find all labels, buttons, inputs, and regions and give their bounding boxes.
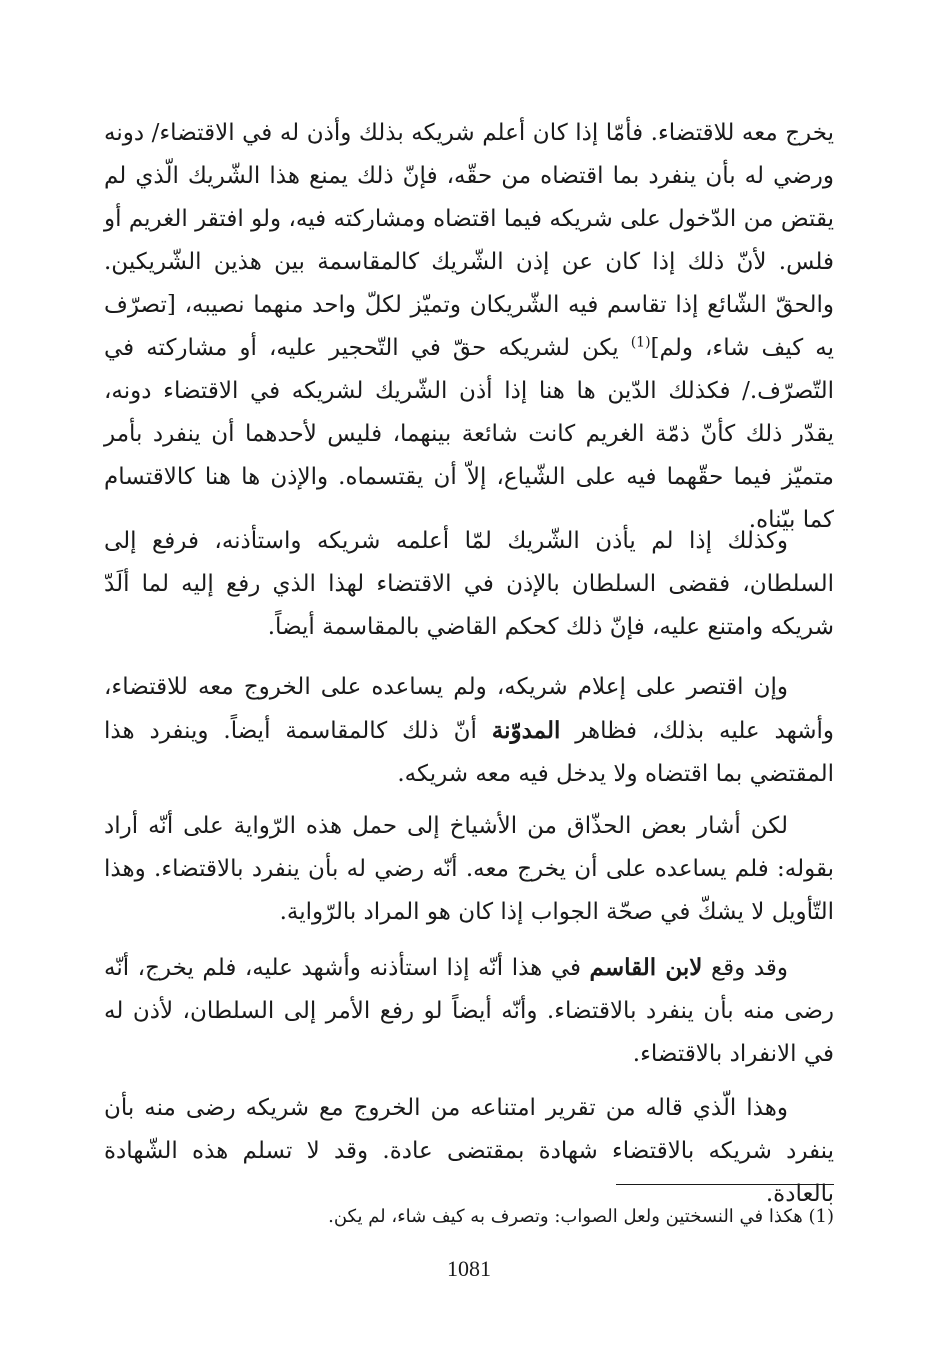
paragraph-1-text-after: يكن لشريكه حقّ في التّحجير عليه، أو مشاركته في التّصرّف./ فكذلك الدّين ها هنا إذا أذن الشّريك لشريكه في الاقتضاء دونه، يقدّر ذلك كأنّ ذمّة الغريم كانت شائعة بينهما، فليس لأحدهما أن ينفرد بأمر متميّز فيما حقّهما فيه على الشّياع، إلاّ أن يقتسماه. والإذن ها هنا كالاقتسام كما بيّناه. — [104, 335, 834, 533]
paragraph-5-text-after: في هذا أنّه إذا استأذنه وأشهد عليه، فلم يخرج، أنّه رضى منه بأن ينفرد بالاقتضاء. وأنّه أيضاً لو رفع الأمر إلى السلطان، لأذن له في الانفراد بالاقتضاء. — [104, 955, 834, 1067]
paragraph-1-text-before: يخرج معه للاقتضاء. فأمّا إذا كان أعلم شريكه بذلك وأذن له في الاقتضاء/ دونه ورضي له بأن ينفرد بما اقتضاه من حقّه، فإنّ ذلك يمنع هذا الشّريك الّذي لم يقتض من الدّخول على شريكه فيما اقتضاه ومشاركته فيه، ولو افتقر الغريم أو فلس. لأنّ ذلك إذا كان عن إذن الشّريك كالمقاسمة بين هذين الشّريكين. والحقّ الشّائع إذا تقاسم فيه الشّريكان وتميّز لكلّ واحد منهما نصيبه، [تصرّف يه كيف شاء، ولم] — [104, 120, 834, 361]
paragraph-5 — [104, 946, 834, 1076]
paragraph-2 — [104, 520, 834, 649]
author-name-ibn-al-qasim: لابن القاسم — [589, 954, 703, 981]
paragraph-6 — [104, 1087, 834, 1216]
paragraph-4 — [104, 805, 834, 934]
paragraph-3-text-after: أنّ ذلك كالمقاسمة أيضاً. وينفرد هذا المقتضي بما اقتضاه ولا يدخل فيه معه شريكه. — [104, 718, 834, 787]
source-title-mudawwana: المدوّنة — [491, 717, 561, 744]
footnote — [250, 1203, 834, 1231]
paragraph-3 — [104, 666, 834, 796]
footnote-text: هكذا في النسختين ولعل الصواب: وتصرف به كيف شاء، لم يكن. — [328, 1206, 803, 1227]
paragraph-1 — [104, 112, 834, 542]
paragraph-5-text-before: وقد وقع — [702, 955, 788, 981]
page-number: 1081 — [447, 1256, 491, 1281]
footnote-divider — [616, 1184, 834, 1185]
footnote-reference: (1) — [630, 334, 651, 351]
paragraph-6-text: وهذا الّذي قاله من تقرير امتناعه من الخروج مع شريكه رضى منه بأن ينفرد شريكه بالاقتضاء شهادة بمقتضى عادة. وقد لا تسلم هذه الشّهادة بالعادة. — [104, 1095, 834, 1207]
footnote-number: (1) — [808, 1206, 834, 1227]
paragraph-4-text: لكن أشار بعض الحذّاق من الأشياخ إلى حمل هذه الرّواية على أنّه أراد بقوله: فلم يساعده على أن يخرج معه. أنّه رضي له بأن ينفرد بالاقتضاء. وهذا التّأويل لا يشكّ في صحّة الجواب إذا كان هو المراد بالرّواية. — [104, 813, 834, 925]
paragraph-2-text: وكذلك إذا لم يأذن الشّريك لمّا أعلمه شريكه واستأذنه، فرفع إلى السلطان، فقضى السلطان بالإذن في الاقتضاء لهذا الذي رفع إليه لما ألَدّ شريكه وامتنع عليه، فإنّ ذلك كحكم القاضي بالمقاسمة أيضاً. — [104, 528, 834, 640]
paragraph-3-text-before: وإن اقتصر على إعلام شريكه، ولم يساعده على الخروج معه للاقتضاء، وأشهد عليه بذلك، فظاهر — [104, 674, 834, 744]
